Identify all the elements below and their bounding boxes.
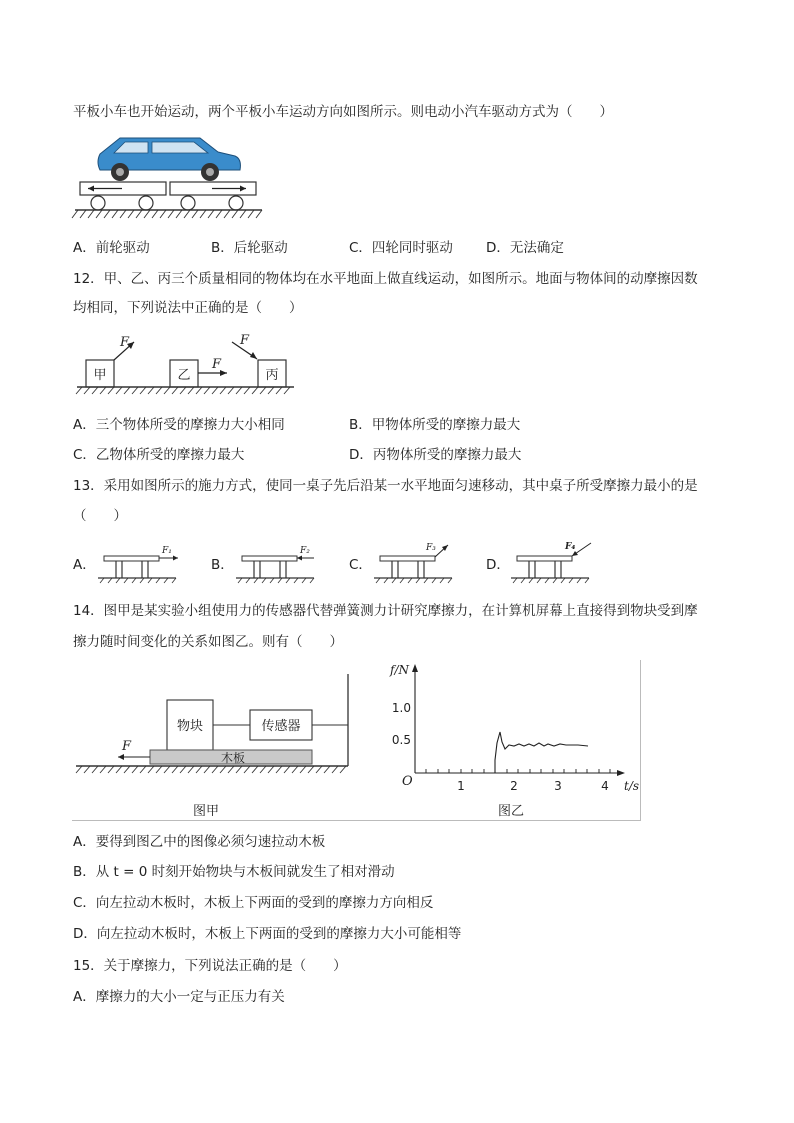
q13-stem-line1: 13．采用如图所示的施力方式，使同一桌子先后沿某一水平地面匀速移动，其中桌子所受摩擦力最小的是 xyxy=(73,478,698,494)
force-f-bing: F xyxy=(240,333,250,348)
force-f-yi: F xyxy=(212,357,222,372)
q14-option-c[interactable]: C．向左拉动木板时，木板上下两面的受到的摩擦力方向相反 xyxy=(73,895,434,911)
q14-stem-line1: 14．图甲是某实验小组使用力的传感器代替弹簧测力计研究摩擦力，在计算机屏幕上直接得到物块受到摩 xyxy=(73,603,698,619)
caption-yi: 图乙 xyxy=(497,804,525,819)
force-label-f4: F₄ xyxy=(565,542,576,552)
q15-stem: 15．关于摩擦力，下列说法正确的是（ ） xyxy=(73,958,347,974)
q13-option-c-letter[interactable]: C． xyxy=(349,557,372,573)
q12-option-c[interactable]: C．乙物体所受的摩擦力最大 xyxy=(73,447,245,463)
q12-stem-line1: 12．甲、乙、丙三个质量相同的物体均在水平地面上做直线运动，如图所示。地面与物体间的动摩擦因数 xyxy=(73,271,698,287)
block-yi-label: 乙 xyxy=(177,368,191,383)
q13-option-a-letter[interactable]: A． xyxy=(73,557,96,573)
x-tick-3: 3 xyxy=(554,779,562,793)
q13-stem-line2: （ ） xyxy=(73,508,127,524)
origin-label: O xyxy=(402,774,413,789)
x-axis-label: t/s xyxy=(624,779,640,793)
force-f-jia: F xyxy=(120,335,130,350)
q11-option-a[interactable]: A．前轮驱动 xyxy=(73,240,150,256)
car-on-carts-figure xyxy=(70,132,270,224)
q13-table-a[interactable] xyxy=(96,540,186,588)
q11-option-d[interactable]: D．无法确定 xyxy=(486,240,564,256)
sensor-label: 传感器 xyxy=(261,719,301,734)
q13-table-c[interactable] xyxy=(372,540,462,588)
block-jia-label: 甲 xyxy=(93,368,107,383)
force-label-f3: F₃ xyxy=(426,543,436,553)
force-label-f1: F₁ xyxy=(162,546,172,556)
q14-figure-b xyxy=(388,660,640,820)
block-bing-label: 丙 xyxy=(265,368,279,383)
q14-figure-a xyxy=(72,666,357,816)
y-tick-0.5: 0.5 xyxy=(391,733,411,747)
three-blocks-figure xyxy=(72,332,297,402)
x-tick-1: 1 xyxy=(457,779,465,793)
q14-option-a[interactable]: A．要得到图乙中的图像必须匀速拉动木板 xyxy=(73,834,326,850)
q13-table-d[interactable] xyxy=(509,540,599,588)
q13-table-b[interactable] xyxy=(234,540,324,588)
x-tick-4: 4 xyxy=(601,779,609,793)
q14-option-d[interactable]: D．向左拉动木板时，木板上下两面的受到的摩擦力大小可能相等 xyxy=(73,926,462,942)
q12-stem-line2: 均相同，下列说法中正确的是（ ） xyxy=(73,300,303,316)
q14-option-b[interactable]: B．从 t = 0 时刻开始物块与木板间就发生了相对滑动 xyxy=(73,864,395,880)
q12-option-b[interactable]: B．甲物体所受的摩擦力最大 xyxy=(349,417,521,433)
force-label-f2: F₂ xyxy=(300,546,310,556)
x-tick-2: 2 xyxy=(510,779,518,793)
friction-curve xyxy=(495,732,588,773)
board-label: 木板 xyxy=(220,751,246,765)
q15-option-a[interactable]: A．摩擦力的大小一定与正压力有关 xyxy=(73,989,285,1005)
q13-option-b-letter[interactable]: B． xyxy=(211,557,234,573)
q13-option-d-letter[interactable]: D． xyxy=(486,557,510,573)
q12-option-d[interactable]: D．丙物体所受的摩擦力最大 xyxy=(349,447,522,463)
q11-option-c[interactable]: C．四轮同时驱动 xyxy=(349,240,453,256)
q11-option-b[interactable]: B．后轮驱动 xyxy=(211,240,288,256)
block-label: 物块 xyxy=(176,719,204,734)
q11-stem: 平板小车也开始运动，两个平板小车运动方向如图所示。则电动小汽车驱动方式为（ ） xyxy=(73,104,613,120)
y-tick-1.0: 1.0 xyxy=(391,701,411,715)
q12-option-a[interactable]: A．三个物体所受的摩擦力大小相同 xyxy=(73,417,285,433)
caption-jia: 图甲 xyxy=(192,804,220,816)
x-minor-ticks xyxy=(426,769,610,773)
force-f-label: F xyxy=(122,739,132,754)
y-axis-label: f/N xyxy=(390,663,409,677)
q14-stem-line2: 擦力随时间变化的关系如图乙。则有（ ） xyxy=(73,634,343,650)
